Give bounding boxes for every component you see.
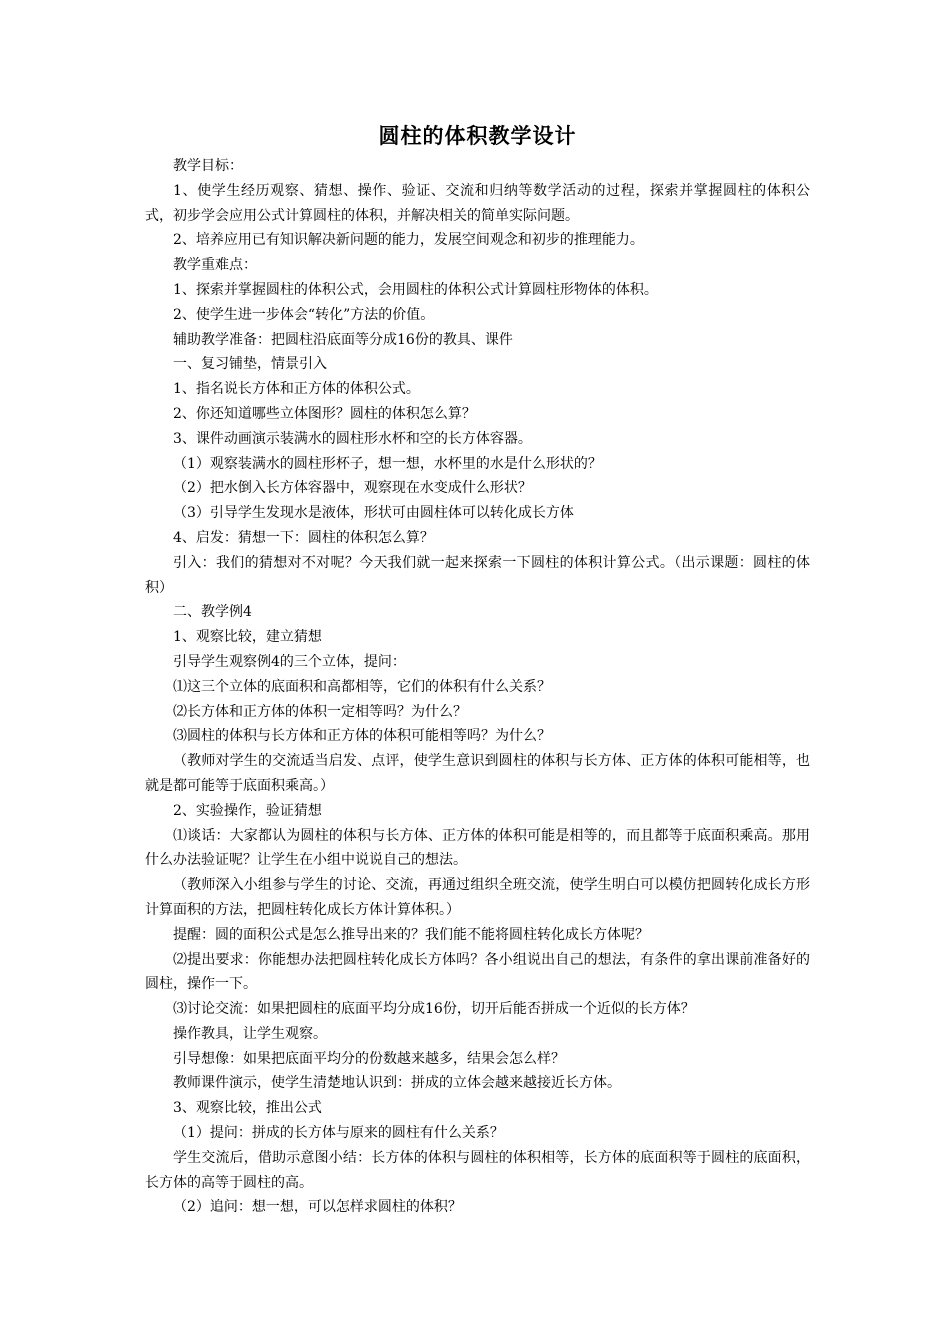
paragraph: ⑶圆柱的体积与长方体和正方体的体积可能相等吗？为什么？: [173, 728, 551, 745]
paragraph: 2、培养应用已有知识解决新问题的能力，发展空间观念和初步的推理能力。: [173, 232, 644, 249]
document-page: [145, 118, 810, 1220]
paragraph: 引导想像：如果把底面平均分的份数越来越多，结果会怎么样？: [173, 1050, 565, 1067]
paragraph: 2、使学生进一步体会“转化”方法的价值。: [173, 306, 435, 323]
paragraph: ⑶讨论交流：如果把圆柱的底面平均分成16份，切开后能否拼成一个近似的长方体？: [173, 1001, 695, 1018]
paragraph: ⑵长方体和正方体的体积一定相等吗？为什么？: [173, 703, 467, 720]
paragraph: 1、使学生经历观察、猜想、操作、验证、交流和归纳等数学活动的过程，探索并掌握圆柱的体积公式，初步学会应用公式计算圆柱的体积，并解决相关的简单实际问题。: [145, 182, 810, 224]
paragraph: 1、指名说长方体和正方体的体积公式。: [173, 381, 420, 398]
document-title: 圆柱的体积教学设计: [378, 124, 577, 148]
paragraph: （教师深入小组参与学生的讨论、交流，再通过组织全班交流，使学生明白可以模仿把圆转化成长方形计算面积的方法，把圆柱转化成长方体计算体积。）: [145, 877, 810, 918]
paragraph: （1）观察装满水的圆柱形杯子，想一想，水杯里的水是什么形状的？: [173, 455, 602, 472]
paragraph: 教学目标：: [173, 158, 243, 174]
paragraph: 1、探索并掌握圆柱的体积公式，会用圆柱的体积公式计算圆柱形物体的体积。: [173, 281, 658, 298]
paragraph: 1、观察比较，建立猜想: [173, 629, 322, 646]
paragraph: 提醒：圆的面积公式是怎么推导出来的？我们能不能将圆柱转化成长方体呢？: [173, 926, 649, 943]
paragraph: （教师对学生的交流适当启发、点评，使学生意识到圆柱的体积与长方体、正方体的体积可能相等，也就是都可能等于底面积乘高。）: [145, 753, 810, 794]
paragraph: 教师课件演示，使学生清楚地认识到：拼成的立体会越来越接近长方体。: [173, 1075, 621, 1092]
paragraph: 3、课件动画演示装满水的圆柱形水杯和空的长方体容器。: [173, 430, 532, 447]
paragraph: 2、实验操作，验证猜想: [173, 802, 322, 819]
paragraph: 二、教学例4: [173, 604, 252, 621]
paragraph: ⑴谈话：大家都认为圆柱的体积与长方体、正方体的体积可能是相等的，而且都等于底面积乘高。那用什么办法验证呢？让学生在小组中说说自己的想法。: [145, 827, 810, 869]
paragraph: ⑵提出要求：你能想办法把圆柱转化成长方体吗？各小组说出自己的想法，有条件的拿出课前准备好的圆柱，操作一下。: [145, 951, 810, 993]
paragraph: 操作教具，让学生观察。: [173, 1025, 327, 1042]
paragraph: 教学重难点：: [173, 257, 257, 274]
paragraph: （3）引导学生发现水是液体，形状可由圆柱体可以转化成长方体: [173, 505, 574, 522]
paragraph: 辅助教学准备：把圆柱沿底面等分成16份的教具、课件: [173, 331, 513, 348]
paragraph: 学生交流后，借助示意图小结：长方体的体积与圆柱的体积相等，长方体的底面积等于圆柱的底面积，长方体的高等于圆柱的高。: [145, 1149, 810, 1191]
paragraph: （2）把水倒入长方体容器中，观察现在水变成什么形状？: [173, 480, 532, 497]
paragraph: ⑴这三个立体的底面积和高都相等，它们的体积有什么关系？: [173, 678, 551, 695]
paragraph: （2）追问：想一想，可以怎样求圆柱的体积？: [173, 1199, 462, 1216]
paragraph: 4、启发：猜想一下：圆柱的体积怎么算？: [173, 529, 434, 546]
paragraph: 引导学生观察例4的三个立体，提问：: [173, 653, 406, 670]
paragraph: 2、你还知道哪些立体图形？圆柱的体积怎么算？: [173, 405, 476, 422]
paragraph: 引入：我们的猜想对不对呢？今天我们就一起来探索一下圆柱的体积计算公式。（出示课题：圆柱的体积）: [145, 554, 810, 596]
document-body: [145, 154, 810, 1220]
paragraph: 3、观察比较，推出公式: [173, 1100, 322, 1117]
paragraph: （1）提问：拼成的长方体与原来的圆柱有什么关系？: [173, 1125, 504, 1142]
paragraph: 一、复习铺垫，情景引入: [173, 356, 327, 373]
